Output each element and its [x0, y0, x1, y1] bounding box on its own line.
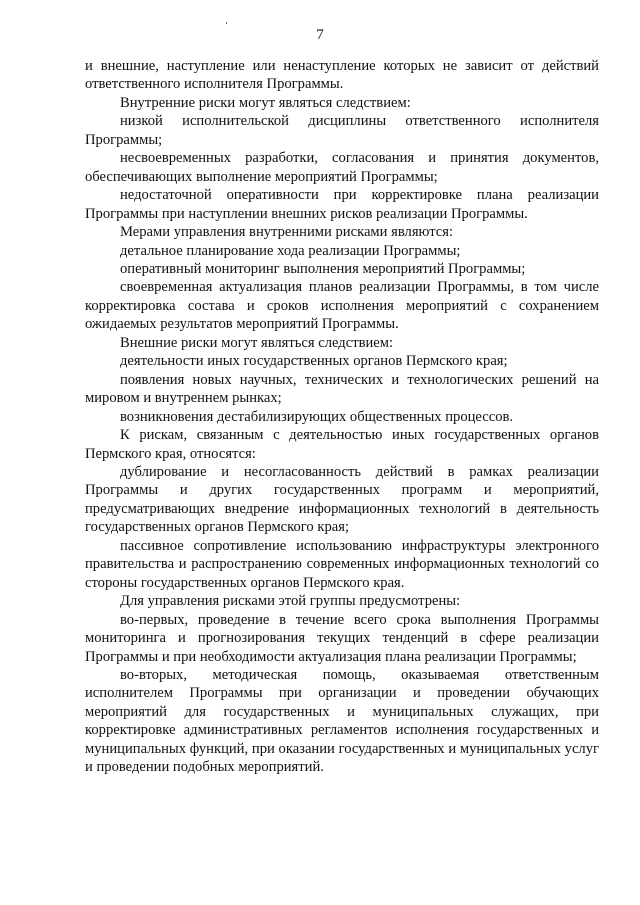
paragraph: оперативный мониторинг выполнения мероприятий Программы; [120, 260, 526, 277]
paragraph: и внешние, наступление или ненаступление которых не зависит от действий ответственного исполнителя Программы. [85, 58, 599, 93]
paragraph: детальное планирование хода реализации Программы; [120, 242, 461, 259]
paragraph: дублирование и несогласованность действий в рамках реализации Программы и других государственных программ и мероприятий, предусматривающих внедрение информационных технологий в деятельность государственных органов Пермского края; [85, 463, 599, 536]
paragraph: пассивное сопротивление использованию инфраструктуры электронного правительства и распространению современных информационных технологий со стороны государственных органов Пермского края. [85, 537, 599, 591]
paragraph: несвоевременных разработки, согласования и принятия документов, обеспечивающих выполнение мероприятий Программы; [85, 150, 599, 185]
paragraph: Для управления рисками этой группы предусмотрены: [120, 593, 461, 610]
document-body [85, 57, 599, 777]
paragraph: Мерами управления внутренними рисками являются: [120, 224, 454, 241]
paragraph: своевременная актуализация планов реализации Программы, в том числе корректировка состава и сроков исполнения мероприятий с сохранением ожидаемых результатов мероприятий Программы. [85, 279, 599, 333]
paragraph: возникновения дестабилизирующих общественных процессов. [120, 408, 514, 425]
paragraph: во-вторых, методическая помощь, оказываемая ответственным исполнителем Программы при организации и проведении обучающих мероприятий для государственных и муниципальных служащих, при корректировке административных регламентов исполнения государственных и муниципальных функций, при оказании государственных и муниципальных услуг и проведении подобных мероприятий. [85, 666, 599, 776]
paragraph: появления новых научных, технических и технологических решений на мировом и внутреннем рынках; [85, 371, 599, 407]
paragraph: Внешние риски могут являться следствием: [120, 334, 394, 351]
scan-mark [226, 22, 227, 24]
paragraph: К рискам, связанным с деятельностью иных государственных органов Пермского края, относятся: [85, 427, 599, 462]
paragraph: недостаточной оперативности при корректировке плана реализации Программы при наступлении внешних рисков реализации Программы. [85, 187, 599, 222]
paragraph: Внутренние риски могут являться следствием: [120, 94, 411, 111]
paragraph: низкой исполнительской дисциплины ответственного исполнителя Программы; [85, 113, 599, 148]
paragraph: деятельности иных государственных органов Пермского края; [120, 353, 508, 370]
page-number: 7 [316, 27, 324, 43]
paragraph: во-первых, проведение в течение всего срока выполнения Программы мониторинга и прогнозирования текущих тенденций в сфере реализации Программы и при необходимости актуализация плана реализации Программы; [85, 611, 599, 665]
